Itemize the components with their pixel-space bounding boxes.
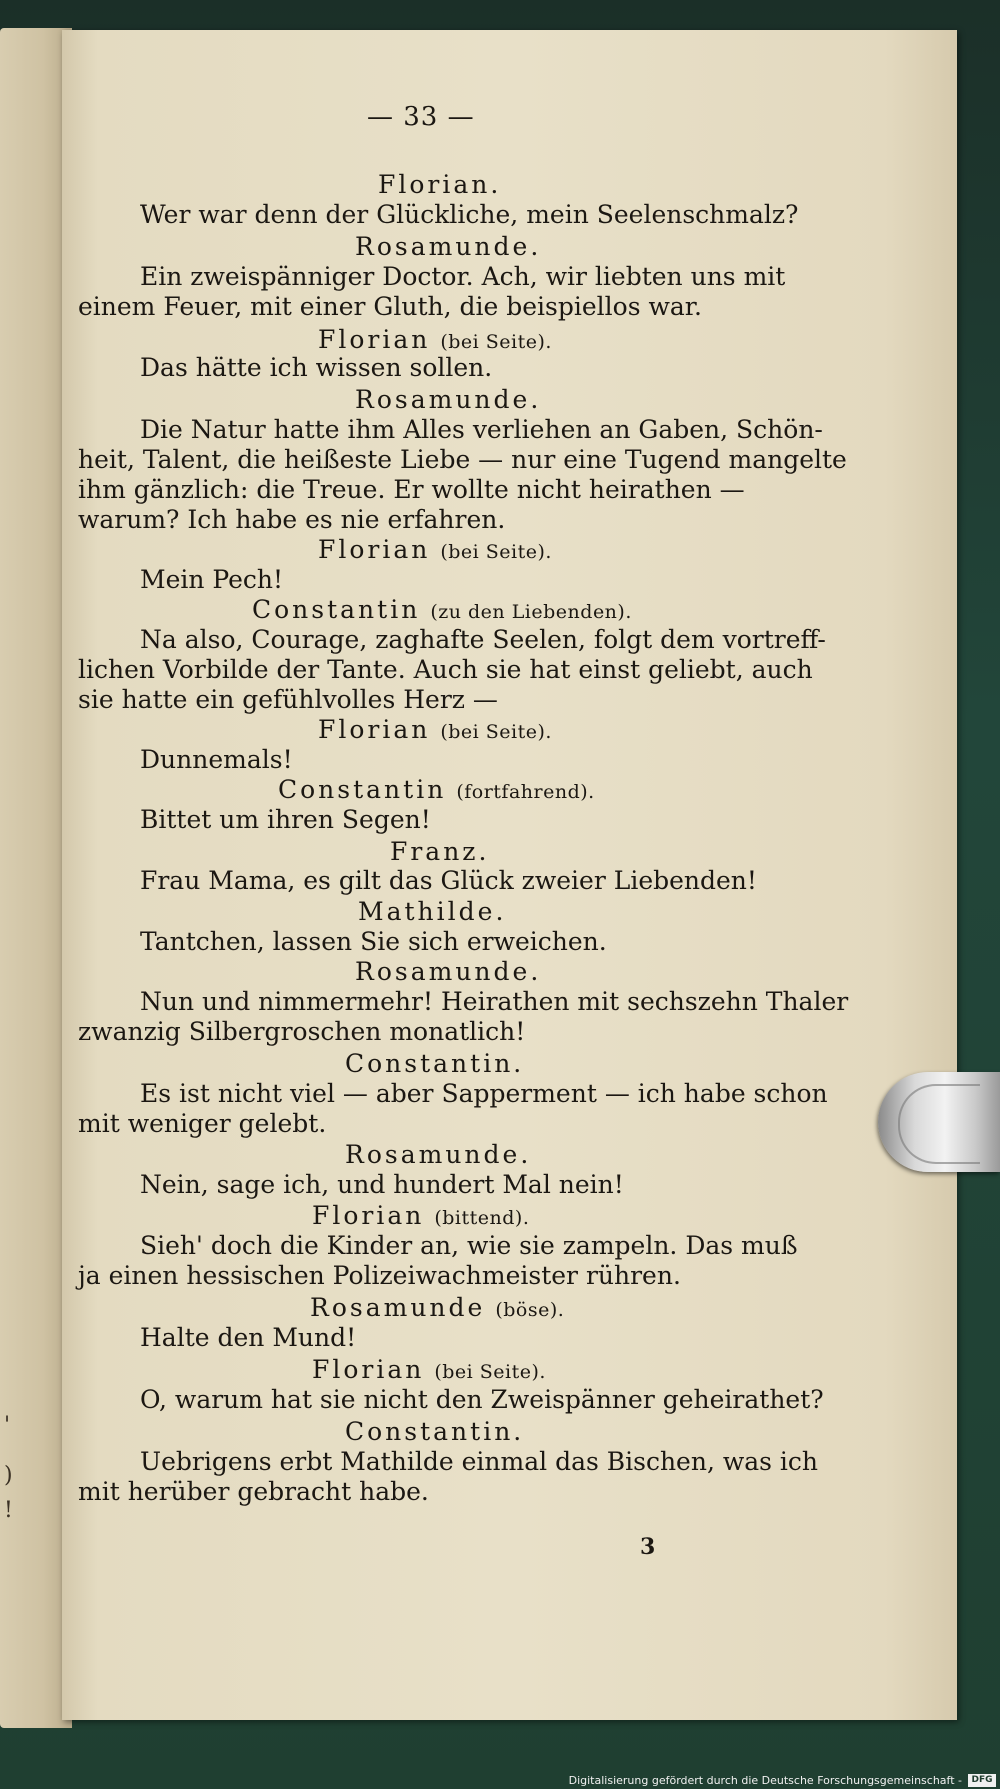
page-number-header: — 33 —: [367, 102, 475, 132]
dialogue-line: Uebrigens erbt Mathilde einmal das Bischen, was ich: [140, 1447, 819, 1476]
dialogue-line: Es ist nicht viel — aber Sapperment — ich habe schon: [140, 1079, 828, 1108]
speaker-name: [355, 232, 541, 262]
dialogue-line: Tantchen, lassen Sie sich erweichen.: [140, 927, 607, 956]
speaker-name: [318, 535, 552, 567]
facing-page-marks: [4, 28, 24, 1728]
dialogue-line: Sieh' doch die Kinder an, wie sie zampeln. Das muß: [140, 1231, 798, 1260]
speaker-name: [378, 170, 501, 200]
speaker-label: Constantin.: [345, 1049, 525, 1078]
dialogue-line: warum? Ich habe es nie erfahren.: [78, 505, 506, 534]
speaker-label: Florian: [318, 715, 431, 744]
speaker-label: Rosamunde.: [355, 957, 542, 986]
speaker-label: Rosamunde.: [355, 232, 542, 261]
dialogue-line: ja einen hessischen Polizeiwachmeister rühren.: [78, 1261, 681, 1290]
facing-page-mark: ': [4, 1413, 11, 1438]
stage-direction: (bittend).: [434, 1207, 530, 1229]
speaker-name: [358, 897, 506, 927]
speaker-name: [355, 385, 541, 415]
stage-direction: (bei Seite).: [440, 331, 552, 353]
dialogue-line: Nein, sage ich, und hundert Mal nein!: [140, 1170, 624, 1199]
dialogue-line: sie hatte ein gefühlvolles Herz —: [78, 685, 498, 714]
speaker-name: [312, 1355, 546, 1387]
page-clip: [878, 1072, 1000, 1172]
dialogue-line: heit, Talent, die heißeste Liebe — nur eine Tugend mangelte: [78, 445, 847, 474]
dialogue-line: Bittet um ihren Segen!: [140, 805, 431, 834]
speaker-name: [252, 595, 632, 627]
speaker-name: [318, 715, 552, 747]
speaker-label: Rosamunde.: [345, 1140, 532, 1169]
stage-direction: (bei Seite).: [440, 721, 552, 743]
signature-mark: 3: [640, 1534, 656, 1560]
speaker-name: [310, 1293, 564, 1325]
dialogue-line: O, warum hat sie nicht den Zweispänner geheirathet?: [140, 1385, 824, 1414]
dialogue-line: Dunnemals!: [140, 745, 293, 774]
speaker-label: Rosamunde.: [355, 385, 542, 414]
dialogue-line: Nun und nimmermehr! Heirathen mit sechszehn Thaler: [140, 987, 849, 1016]
speaker-name: [345, 1140, 531, 1170]
facing-page-mark: !: [4, 1498, 13, 1523]
dialogue-line: Frau Mama, es gilt das Glück zweier Liebenden!: [140, 866, 757, 895]
speaker-name: [390, 837, 489, 867]
dialogue-line: mit weniger gelebt.: [78, 1109, 327, 1138]
speaker-label: Constantin: [278, 775, 447, 804]
speaker-label: Franz.: [390, 837, 490, 866]
dialogue-line: Mein Pech!: [140, 565, 284, 594]
speaker-label: Constantin: [252, 595, 421, 624]
dialogue-line: zwanzig Silbergroschen monatlich!: [78, 1017, 526, 1046]
dialogue-line: Wer war denn der Glückliche, mein Seelenschmalz?: [140, 200, 799, 229]
speaker-name: [312, 1201, 529, 1233]
dialogue-line: mit herüber gebracht habe.: [78, 1477, 429, 1506]
stage-direction: (bei Seite).: [434, 1361, 546, 1383]
stage-direction: (bei Seite).: [440, 541, 552, 563]
dialogue-line: Ein zweispänniger Doctor. Ach, wir liebten uns mit: [140, 262, 786, 291]
dialogue-line: ihm gänzlich: die Treue. Er wollte nicht heirathen —: [78, 475, 745, 504]
speaker-name: [345, 1049, 524, 1079]
speaker-name: [355, 957, 541, 987]
show-through-text: [782, 150, 957, 1550]
facing-page-mark: ): [4, 1463, 13, 1488]
dialogue-line: Die Natur hatte ihm Alles verliehen an Gaben, Schön-: [140, 415, 823, 444]
stage-direction: (fortfahrend).: [456, 781, 595, 803]
speaker-name: [278, 775, 595, 807]
speaker-label: Florian.: [378, 170, 502, 199]
digitization-credit: Digitalisierung gefördert durch die Deutsche Forschungsgemeinschaft -: [568, 1774, 962, 1787]
dialogue-line: Das hätte ich wissen sollen.: [140, 353, 493, 382]
stage-direction: (zu den Liebenden).: [430, 601, 632, 623]
speaker-name: [345, 1417, 524, 1447]
dfg-logo: DFG: [968, 1774, 996, 1787]
speaker-label: Florian: [318, 325, 431, 354]
speaker-label: Rosamunde: [310, 1293, 486, 1322]
dialogue-line: einem Feuer, mit einer Gluth, die beispiellos war.: [78, 292, 702, 321]
speaker-label: Florian: [312, 1201, 425, 1230]
dialogue-line: lichen Vorbilde der Tante. Auch sie hat einst geliebt, auch: [78, 655, 813, 684]
dialogue-line: Na also, Courage, zaghafte Seelen, folgt dem vortreff-: [140, 625, 826, 654]
dialogue-line: Halte den Mund!: [140, 1323, 357, 1352]
stage-direction: (böse).: [495, 1299, 565, 1321]
page-clip-ring: [898, 1084, 980, 1164]
speaker-label: Florian: [312, 1355, 425, 1384]
speaker-label: Constantin.: [345, 1417, 525, 1446]
speaker-label: Florian: [318, 535, 431, 564]
speaker-label: Mathilde.: [358, 897, 507, 926]
